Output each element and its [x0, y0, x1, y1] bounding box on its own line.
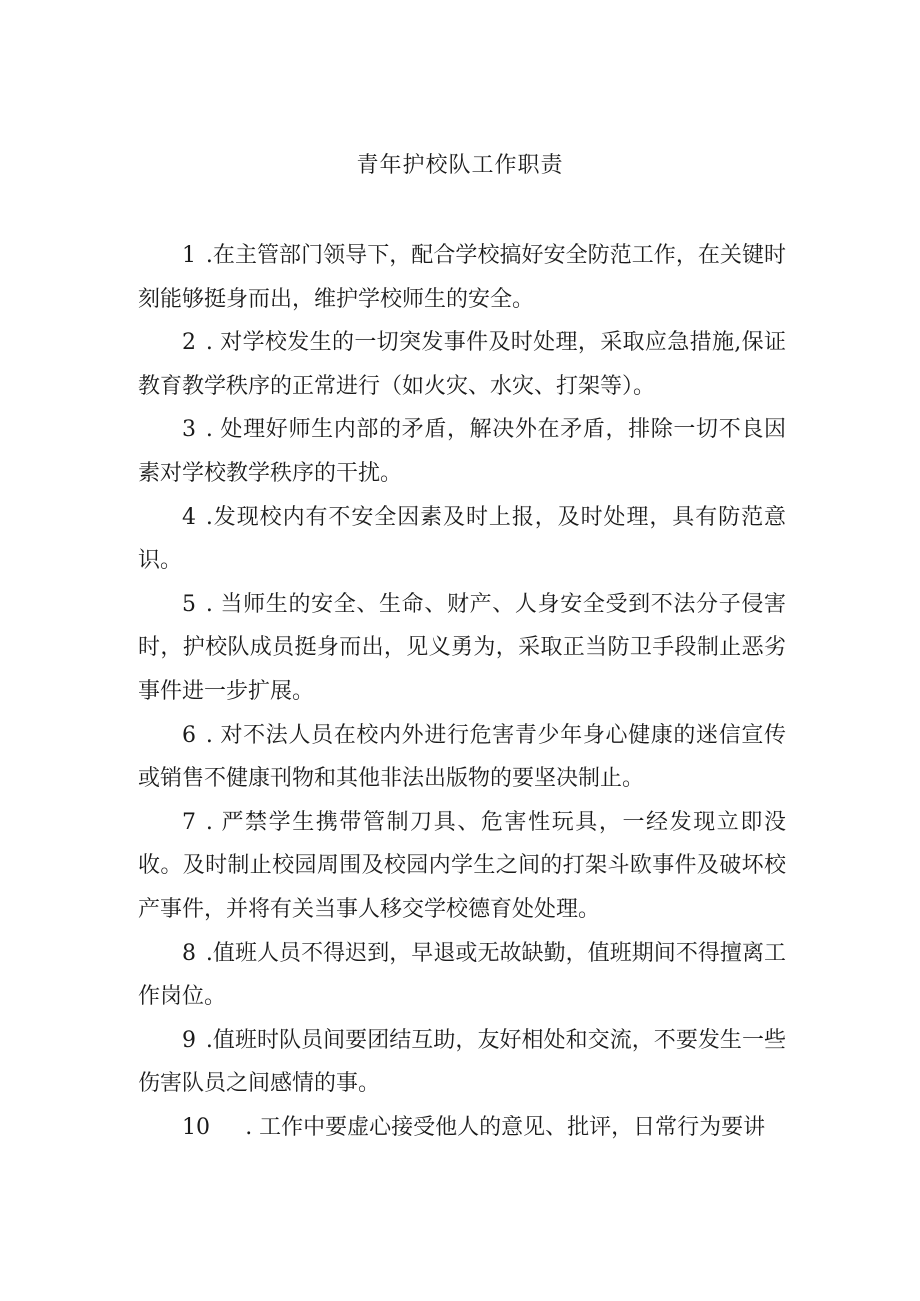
item-number: 8	[182, 940, 196, 966]
item-text: . 处理好师生内部的矛盾，解决外在矛盾，排除一切不良因素对学校教学秩序的干扰。	[138, 417, 786, 486]
item-text: .值班时队员间要团结互助，友好相处和交流，不要发生一些伤害队员之间感情的事。	[138, 1027, 786, 1097]
item-number: 4	[182, 504, 196, 530]
item-number: 7	[182, 809, 196, 835]
item-number: 6	[182, 722, 196, 748]
item-text: . 工作中要虚心接受他人的意见、批评，日常行为要讲	[245, 1114, 766, 1140]
list-item	[138, 408, 786, 495]
document-title: 青年护校队工作职责	[356, 153, 564, 178]
list-item	[138, 801, 786, 932]
item-number: 10	[182, 1114, 210, 1140]
item-text: .值班人员不得迟到，早退或无故缺勤，值班期间不得擅离工作岗位。	[138, 940, 786, 1010]
list-item	[138, 583, 786, 714]
list-item	[138, 234, 786, 321]
item-text: . 当师生的安全、生命、财产、人身安全受到不法分子侵害时，护校队成员挺身而出，见义勇为，采取正当防卫手段制止恶劣事件进一步扩展。	[138, 591, 786, 704]
item-number: 2	[182, 330, 196, 356]
list-item	[138, 1019, 786, 1106]
item-number: 3	[182, 417, 196, 443]
list-item	[138, 321, 786, 408]
list-item	[138, 1106, 786, 1150]
item-text: .发现校内有不安全因素及时上报，及时处理，具有防范意识。	[138, 504, 786, 574]
item-number: 1	[182, 243, 196, 268]
item-number: 9	[182, 1027, 196, 1053]
item-number: 5	[182, 591, 196, 617]
list-item	[138, 714, 786, 801]
item-text: .在主管部门领导下，配合学校搞好安全防范工作，在关键时刻能够挺身而出，维护学校师生的安全。	[138, 243, 786, 312]
document-body	[138, 234, 786, 1149]
list-item	[138, 496, 786, 583]
item-text: . 严禁学生携带管制刀具、危害性玩具，一经发现立即没收。及时制止校园周围及校园内学生之间的打架斗欧事件及破坏校产事件，并将有关当事人移交学校德育处处理。	[138, 809, 786, 922]
item-text: . 对学校发生的一切突发事件及时处理，采取应急措施,保证教育教学秩序的正常进行（如火灾、水灾、打架等）。	[138, 330, 786, 399]
item-text: . 对不法人员在校内外进行危害青少年身心健康的迷信宣传或销售不健康刊物和其他非法出版物的要坚决制止。	[138, 722, 786, 792]
list-item	[138, 932, 786, 1019]
